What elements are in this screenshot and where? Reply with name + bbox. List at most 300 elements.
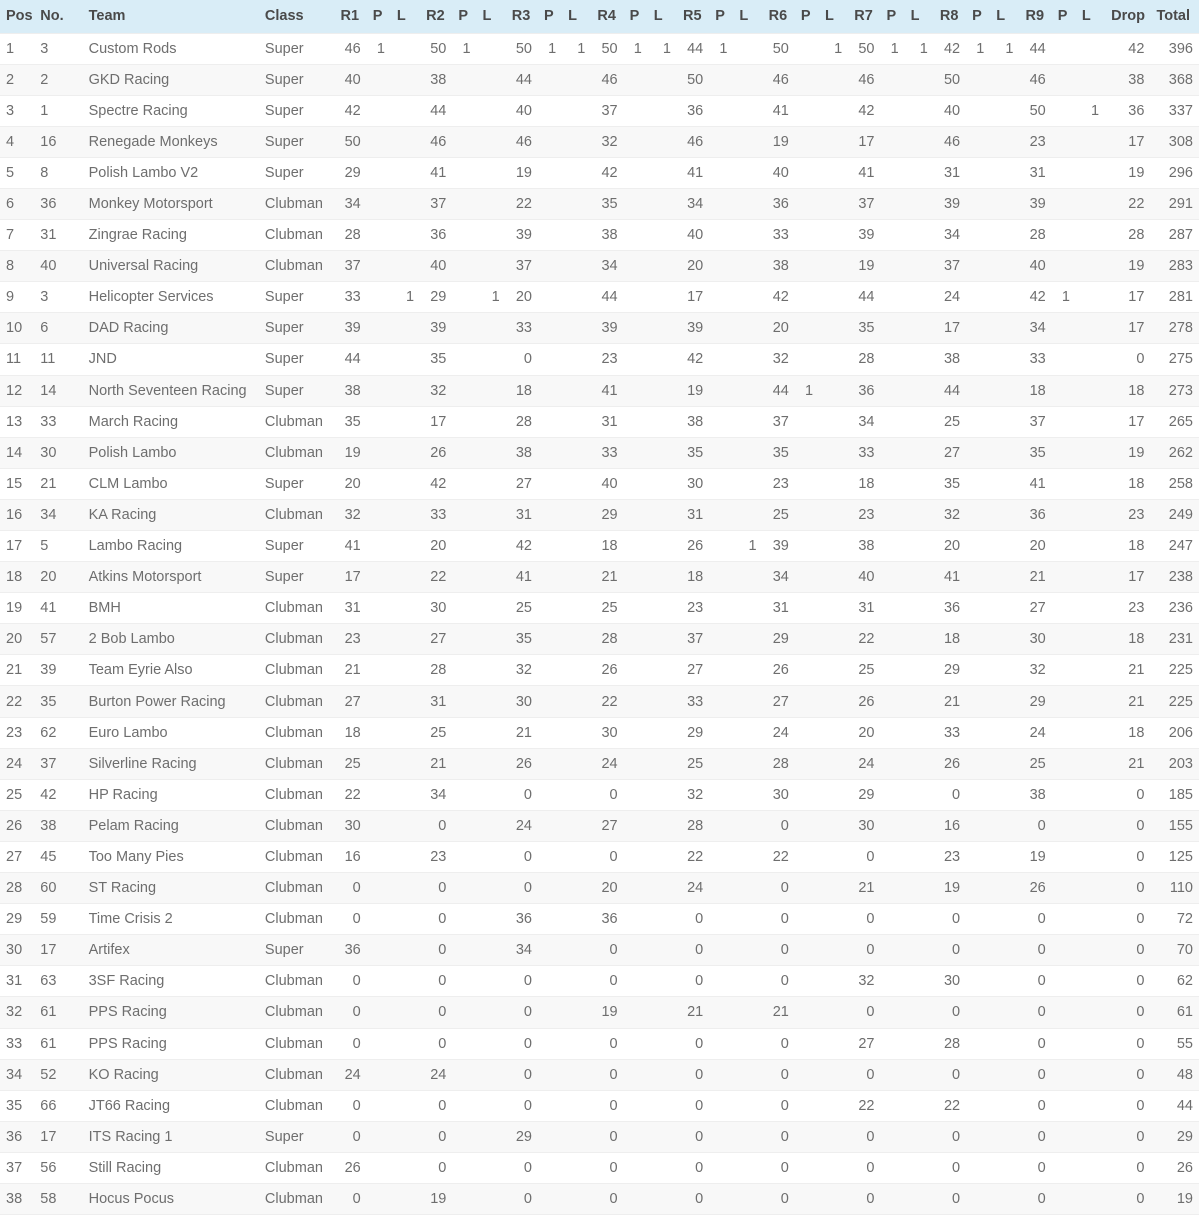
cell-class: Clubman: [259, 1059, 335, 1090]
cell-team-name[interactable]: Custom Rods: [83, 33, 259, 64]
cell-round-8-fastest-lap: [990, 717, 1019, 748]
header-r8-p[interactable]: P: [966, 0, 990, 33]
cell-round-9-points: 0: [1019, 1152, 1051, 1183]
cell-total-points: 273: [1150, 375, 1199, 406]
header-r1[interactable]: R1: [334, 0, 366, 33]
cell-round-1-pole: [367, 313, 391, 344]
cell-round-3-fastest-lap: [562, 686, 591, 717]
cell-class: Clubman: [259, 1152, 335, 1183]
cell-round-1-pole: [367, 779, 391, 810]
cell-round-9-points: 30: [1019, 624, 1051, 655]
cell-round-4-fastest-lap: [648, 717, 677, 748]
cell-round-4-points: 25: [591, 593, 623, 624]
cell-round-5-fastest-lap: [733, 841, 762, 872]
cell-team-name[interactable]: Spectre Racing: [83, 95, 259, 126]
cell-round-5-pole: [709, 997, 733, 1028]
cell-round-5-pole: [709, 282, 733, 313]
cell-team-name[interactable]: Euro Lambo: [83, 717, 259, 748]
cell-round-2-fastest-lap: [477, 33, 506, 64]
cell-round-7-fastest-lap: [905, 624, 934, 655]
cell-round-7-points: 31: [848, 593, 880, 624]
cell-round-3-points: 0: [506, 1152, 538, 1183]
cell-round-1-fastest-lap: [391, 655, 420, 686]
cell-team-name[interactable]: JT66 Racing: [83, 1090, 259, 1121]
cell-round-7-points: 23: [848, 499, 880, 530]
cell-round-6-points: 27: [763, 686, 795, 717]
cell-round-8-pole: [966, 593, 990, 624]
header-r9-l[interactable]: L: [1076, 0, 1105, 33]
cell-team-name[interactable]: BMH: [83, 593, 259, 624]
cell-round-4-pole: [624, 157, 648, 188]
cell-team-name[interactable]: Artifex: [83, 935, 259, 966]
cell-round-9-points: 0: [1019, 997, 1051, 1028]
cell-team-name[interactable]: Monkey Motorsport: [83, 188, 259, 219]
cell-round-6-points: 0: [763, 935, 795, 966]
cell-round-8-fastest-lap: [990, 468, 1019, 499]
cell-position: 37: [0, 1152, 34, 1183]
cell-round-1-pole: [367, 406, 391, 437]
header-r7-l[interactable]: L: [905, 0, 934, 33]
header-r5-p[interactable]: P: [709, 0, 733, 33]
cell-drop-score: 18: [1105, 531, 1150, 562]
cell-team-name[interactable]: Silverline Racing: [83, 748, 259, 779]
table-row[interactable]: [0, 157, 1199, 188]
cell-round-4-pole: [624, 748, 648, 779]
table-row[interactable]: [0, 282, 1199, 313]
cell-round-3-points: 25: [506, 593, 538, 624]
table-row[interactable]: [0, 686, 1199, 717]
table-row[interactable]: [0, 406, 1199, 437]
cell-round-6-fastest-lap: [819, 282, 848, 313]
cell-round-3-fastest-lap: [562, 344, 591, 375]
header-r6[interactable]: R6: [763, 0, 795, 33]
cell-round-1-points: 40: [334, 64, 366, 95]
header-r5-l[interactable]: L: [733, 0, 762, 33]
cell-position: 26: [0, 810, 34, 841]
cell-round-6-fastest-lap: [819, 873, 848, 904]
cell-round-4-points: 46: [591, 64, 623, 95]
cell-round-2-points: 29: [420, 282, 452, 313]
table-row[interactable]: [0, 1183, 1199, 1214]
cell-round-8-points: 20: [934, 531, 966, 562]
cell-round-2-fastest-lap: [477, 748, 506, 779]
cell-round-9-pole: [1052, 997, 1076, 1028]
table-row[interactable]: [0, 717, 1199, 748]
table-row[interactable]: [0, 841, 1199, 872]
table-row[interactable]: [0, 375, 1199, 406]
cell-round-2-fastest-lap: [477, 406, 506, 437]
cell-round-5-fastest-lap: [733, 873, 762, 904]
cell-round-9-points: 0: [1019, 810, 1051, 841]
cell-team-name[interactable]: PPS Racing: [83, 997, 259, 1028]
cell-round-6-pole: [795, 344, 819, 375]
cell-team-name[interactable]: 3SF Racing: [83, 966, 259, 997]
cell-round-2-pole: [452, 375, 476, 406]
header-row: [0, 0, 1199, 33]
cell-position: 19: [0, 593, 34, 624]
cell-round-3-points: 20: [506, 282, 538, 313]
cell-round-5-points: 50: [677, 64, 709, 95]
cell-round-4-points: 24: [591, 748, 623, 779]
cell-team-name[interactable]: Too Many Pies: [83, 841, 259, 872]
cell-round-6-pole: [795, 593, 819, 624]
header-r3-l[interactable]: L: [562, 0, 591, 33]
cell-round-3-fastest-lap: [562, 655, 591, 686]
cell-round-7-pole: [880, 344, 904, 375]
cell-round-8-fastest-lap: [990, 997, 1019, 1028]
header-r6-l[interactable]: L: [819, 0, 848, 33]
cell-round-3-fastest-lap: [562, 1183, 591, 1214]
cell-round-1-pole: [367, 157, 391, 188]
cell-team-name[interactable]: Universal Racing: [83, 251, 259, 282]
cell-round-7-fastest-lap: [905, 779, 934, 810]
cell-team-name[interactable]: North Seventeen Racing: [83, 375, 259, 406]
cell-round-2-fastest-lap: [477, 593, 506, 624]
cell-total-points: 125: [1150, 841, 1199, 872]
cell-round-1-points: 0: [334, 997, 366, 1028]
cell-team-name[interactable]: Polish Lambo: [83, 437, 259, 468]
cell-car-number: 45: [34, 841, 82, 872]
table-row[interactable]: [0, 220, 1199, 251]
cell-round-1-fastest-lap: [391, 1028, 420, 1059]
cell-round-5-points: 39: [677, 313, 709, 344]
table-row[interactable]: [0, 64, 1199, 95]
cell-round-2-pole: [452, 313, 476, 344]
table-row[interactable]: [0, 188, 1199, 219]
cell-round-5-pole: [709, 1090, 733, 1121]
table-row[interactable]: [0, 126, 1199, 157]
cell-total-points: 225: [1150, 686, 1199, 717]
cell-round-2-fastest-lap: [477, 717, 506, 748]
header-r8[interactable]: R8: [934, 0, 966, 33]
cell-round-5-points: 32: [677, 779, 709, 810]
cell-team-name[interactable]: CLM Lambo: [83, 468, 259, 499]
cell-round-4-fastest-lap: [648, 748, 677, 779]
cell-round-1-points: 28: [334, 220, 366, 251]
table-body: [0, 33, 1199, 1215]
header-drop[interactable]: Drop: [1105, 0, 1150, 33]
cell-round-8-points: 0: [934, 1059, 966, 1090]
cell-round-8-pole: [966, 997, 990, 1028]
cell-round-6-points: 29: [763, 624, 795, 655]
cell-round-9-pole: [1052, 904, 1076, 935]
cell-round-1-fastest-lap: [391, 251, 420, 282]
cell-team-name[interactable]: Still Racing: [83, 1152, 259, 1183]
cell-round-8-pole: [966, 779, 990, 810]
cell-total-points: 368: [1150, 64, 1199, 95]
header-r2[interactable]: R2: [420, 0, 452, 33]
cell-round-6-pole: [795, 562, 819, 593]
cell-round-4-pole: [624, 499, 648, 530]
cell-round-3-points: 28: [506, 406, 538, 437]
cell-round-2-fastest-lap: [477, 188, 506, 219]
header-class[interactable]: Class: [259, 0, 335, 33]
table-row[interactable]: [0, 810, 1199, 841]
cell-round-2-points: 32: [420, 375, 452, 406]
cell-team-name[interactable]: Renegade Monkeys: [83, 126, 259, 157]
cell-round-1-points: 27: [334, 686, 366, 717]
cell-round-4-fastest-lap: [648, 1121, 677, 1152]
cell-round-5-points: 44: [677, 33, 709, 64]
cell-drop-score: 0: [1105, 779, 1150, 810]
header-r8-l[interactable]: L: [990, 0, 1019, 33]
cell-round-9-fastest-lap: [1076, 562, 1105, 593]
table-row[interactable]: [0, 655, 1199, 686]
table-row[interactable]: [0, 873, 1199, 904]
cell-round-5-points: 36: [677, 95, 709, 126]
table-row[interactable]: [0, 251, 1199, 282]
cell-round-7-points: 33: [848, 437, 880, 468]
cell-round-8-points: 46: [934, 126, 966, 157]
table-row[interactable]: [0, 1028, 1199, 1059]
cell-class: Clubman: [259, 406, 335, 437]
header-r3[interactable]: R3: [506, 0, 538, 33]
cell-round-1-fastest-lap: [391, 220, 420, 251]
cell-team-name[interactable]: Lambo Racing: [83, 531, 259, 562]
cell-round-3-pole: [538, 1183, 562, 1214]
table-row[interactable]: [0, 748, 1199, 779]
cell-round-2-points: 36: [420, 220, 452, 251]
cell-team-name[interactable]: 2 Bob Lambo: [83, 624, 259, 655]
cell-team-name[interactable]: Helicopter Services: [83, 282, 259, 313]
cell-team-name[interactable]: ITS Racing 1: [83, 1121, 259, 1152]
header-r1-l[interactable]: L: [391, 0, 420, 33]
header-r2-l[interactable]: L: [477, 0, 506, 33]
cell-round-7-pole: [880, 593, 904, 624]
cell-total-points: 291: [1150, 188, 1199, 219]
cell-team-name[interactable]: Burton Power Racing: [83, 686, 259, 717]
cell-round-7-points: 40: [848, 562, 880, 593]
cell-round-4-pole: [624, 810, 648, 841]
cell-round-9-fastest-lap: [1076, 33, 1105, 64]
header-r7-p[interactable]: P: [880, 0, 904, 33]
table-row[interactable]: [0, 531, 1199, 562]
cell-round-4-fastest-lap: [648, 966, 677, 997]
cell-round-1-points: 0: [334, 1183, 366, 1214]
table-row[interactable]: [0, 779, 1199, 810]
cell-round-5-points: 34: [677, 188, 709, 219]
cell-round-6-fastest-lap: [819, 1028, 848, 1059]
cell-position: 34: [0, 1059, 34, 1090]
cell-drop-score: 17: [1105, 406, 1150, 437]
cell-round-4-points: 0: [591, 841, 623, 872]
cell-round-2-pole: [452, 220, 476, 251]
table-row[interactable]: [0, 468, 1199, 499]
cell-team-name[interactable]: HP Racing: [83, 779, 259, 810]
header-r9[interactable]: R9: [1019, 0, 1051, 33]
cell-round-2-pole: [452, 344, 476, 375]
cell-round-2-points: 33: [420, 499, 452, 530]
cell-team-name[interactable]: Time Crisis 2: [83, 904, 259, 935]
cell-team-name[interactable]: PPS Racing: [83, 1028, 259, 1059]
cell-round-6-pole: [795, 686, 819, 717]
cell-round-9-pole: [1052, 966, 1076, 997]
cell-round-3-points: 26: [506, 748, 538, 779]
cell-round-5-fastest-lap: [733, 282, 762, 313]
cell-class: Clubman: [259, 251, 335, 282]
header-team[interactable]: Team: [83, 0, 259, 33]
cell-round-7-pole: [880, 748, 904, 779]
cell-round-4-points: 21: [591, 562, 623, 593]
cell-round-8-fastest-lap: [990, 686, 1019, 717]
table-row[interactable]: [0, 499, 1199, 530]
cell-class: Super: [259, 562, 335, 593]
table-row[interactable]: [0, 935, 1199, 966]
header-total[interactable]: Total: [1150, 0, 1199, 33]
cell-round-1-pole: [367, 997, 391, 1028]
cell-round-9-points: 36: [1019, 499, 1051, 530]
cell-class: Super: [259, 64, 335, 95]
cell-round-8-pole: [966, 810, 990, 841]
cell-drop-score: 0: [1105, 1152, 1150, 1183]
table-row[interactable]: [0, 313, 1199, 344]
cell-round-5-pole: [709, 1059, 733, 1090]
cell-round-1-points: 37: [334, 251, 366, 282]
cell-round-9-fastest-lap: [1076, 251, 1105, 282]
cell-team-name[interactable]: ST Racing: [83, 873, 259, 904]
cell-round-9-fastest-lap: [1076, 188, 1105, 219]
cell-car-number: 41: [34, 593, 82, 624]
cell-round-7-points: 18: [848, 468, 880, 499]
cell-round-8-points: 32: [934, 499, 966, 530]
cell-class: Super: [259, 935, 335, 966]
cell-round-1-fastest-lap: [391, 468, 420, 499]
cell-round-5-fastest-lap: [733, 1090, 762, 1121]
cell-round-4-fastest-lap: [648, 375, 677, 406]
cell-round-8-pole: [966, 313, 990, 344]
cell-round-5-fastest-lap: [733, 562, 762, 593]
header-r4-l[interactable]: L: [648, 0, 677, 33]
table-row[interactable]: [0, 1121, 1199, 1152]
cell-team-name[interactable]: Pelam Racing: [83, 810, 259, 841]
cell-team-name[interactable]: KA Racing: [83, 499, 259, 530]
cell-position: 22: [0, 686, 34, 717]
cell-position: 27: [0, 841, 34, 872]
cell-total-points: 203: [1150, 748, 1199, 779]
cell-round-5-pole: [709, 562, 733, 593]
cell-round-6-points: 31: [763, 593, 795, 624]
header-r6-p[interactable]: P: [795, 0, 819, 33]
header-r9-p[interactable]: P: [1052, 0, 1076, 33]
cell-round-7-fastest-lap: [905, 1121, 934, 1152]
cell-team-name[interactable]: Polish Lambo V2: [83, 157, 259, 188]
cell-class: Clubman: [259, 966, 335, 997]
cell-round-3-points: 0: [506, 873, 538, 904]
cell-round-8-points: 42: [934, 33, 966, 64]
cell-round-9-pole: [1052, 157, 1076, 188]
cell-round-9-fastest-lap: [1076, 717, 1105, 748]
header-r3-p[interactable]: P: [538, 0, 562, 33]
cell-team-name[interactable]: March Racing: [83, 406, 259, 437]
cell-round-6-pole: [795, 935, 819, 966]
cell-position: 14: [0, 437, 34, 468]
cell-car-number: 61: [34, 997, 82, 1028]
cell-round-1-points: 44: [334, 344, 366, 375]
table-row[interactable]: [0, 624, 1199, 655]
cell-round-2-fastest-lap: [477, 624, 506, 655]
table-row[interactable]: [0, 966, 1199, 997]
header-r2-p[interactable]: P: [452, 0, 476, 33]
cell-round-5-fastest-lap: [733, 655, 762, 686]
table-row[interactable]: [0, 344, 1199, 375]
cell-total-points: 278: [1150, 313, 1199, 344]
cell-round-4-pole: [624, 966, 648, 997]
cell-round-3-fastest-lap: [562, 531, 591, 562]
table-row[interactable]: [0, 1059, 1199, 1090]
header-r7[interactable]: R7: [848, 0, 880, 33]
cell-round-1-pole: [367, 282, 391, 313]
cell-round-1-pole: [367, 437, 391, 468]
table-row[interactable]: [0, 437, 1199, 468]
cell-round-4-fastest-lap: [648, 406, 677, 437]
table-row[interactable]: [0, 593, 1199, 624]
cell-round-8-points: 39: [934, 188, 966, 219]
cell-round-4-pole: [624, 375, 648, 406]
cell-round-8-points: 38: [934, 344, 966, 375]
cell-round-9-fastest-lap: [1076, 1183, 1105, 1214]
cell-round-6-pole: [795, 655, 819, 686]
header-r5[interactable]: R5: [677, 0, 709, 33]
cell-round-7-points: 21: [848, 873, 880, 904]
cell-position: 16: [0, 499, 34, 530]
cell-team-name[interactable]: KO Racing: [83, 1059, 259, 1090]
cell-team-name[interactable]: Hocus Pocus: [83, 1183, 259, 1214]
header-r1-p[interactable]: P: [367, 0, 391, 33]
cell-round-7-fastest-lap: [905, 904, 934, 935]
cell-drop-score: 18: [1105, 468, 1150, 499]
table-row[interactable]: [0, 33, 1199, 64]
header-r4[interactable]: R4: [591, 0, 623, 33]
cell-round-1-fastest-lap: [391, 686, 420, 717]
header-no[interactable]: No.: [34, 0, 82, 33]
cell-team-name[interactable]: GKD Racing: [83, 64, 259, 95]
cell-round-5-fastest-lap: [733, 188, 762, 219]
cell-round-6-pole: [795, 282, 819, 313]
cell-round-9-points: 18: [1019, 375, 1051, 406]
table-row[interactable]: [0, 904, 1199, 935]
cell-round-3-points: 35: [506, 624, 538, 655]
cell-round-7-points: 30: [848, 810, 880, 841]
cell-round-9-pole: [1052, 375, 1076, 406]
cell-round-5-fastest-lap: [733, 935, 762, 966]
table-row[interactable]: [0, 997, 1199, 1028]
cell-position: 29: [0, 904, 34, 935]
cell-round-7-pole: [880, 251, 904, 282]
cell-round-9-fastest-lap: [1076, 655, 1105, 686]
header-r4-p[interactable]: P: [624, 0, 648, 33]
cell-round-9-fastest-lap: [1076, 997, 1105, 1028]
cell-round-5-pole: [709, 935, 733, 966]
header-pos[interactable]: Pos: [0, 0, 34, 33]
cell-round-1-fastest-lap: [391, 1121, 420, 1152]
table-row[interactable]: [0, 1090, 1199, 1121]
cell-round-5-points: 31: [677, 499, 709, 530]
cell-position: 17: [0, 531, 34, 562]
cell-team-name[interactable]: DAD Racing: [83, 313, 259, 344]
cell-team-name[interactable]: Team Eyrie Also: [83, 655, 259, 686]
cell-round-2-fastest-lap: [477, 251, 506, 282]
table-row[interactable]: [0, 1152, 1199, 1183]
table-row[interactable]: [0, 562, 1199, 593]
cell-team-name[interactable]: Atkins Motorsport: [83, 562, 259, 593]
cell-team-name[interactable]: JND: [83, 344, 259, 375]
table-row[interactable]: [0, 95, 1199, 126]
cell-round-3-fastest-lap: [562, 779, 591, 810]
cell-round-8-pole: [966, 1090, 990, 1121]
cell-round-8-points: 0: [934, 779, 966, 810]
cell-team-name[interactable]: Zingrae Racing: [83, 220, 259, 251]
cell-round-1-pole: [367, 593, 391, 624]
